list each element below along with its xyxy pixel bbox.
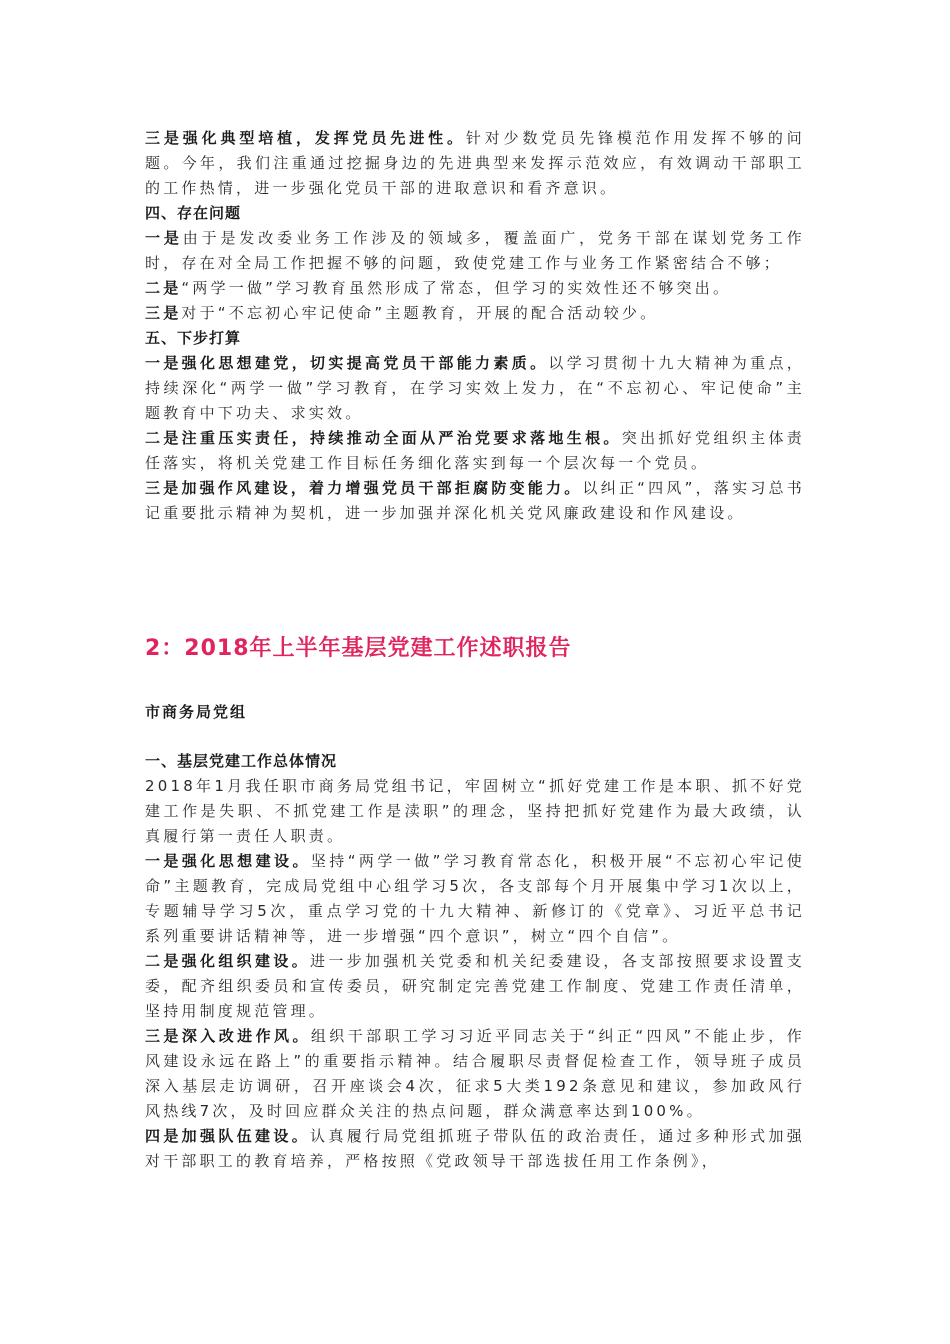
work-item-2	[145, 949, 805, 1024]
work-item-4	[145, 1124, 805, 1174]
work-lead: 二是强化组织建设。	[145, 952, 311, 970]
plan-text: 以纠正“四风”，落实习总书记重要批示精神为契机，进一步加强并深化机关党风廉政建设和作风建设。	[145, 479, 805, 522]
issue-item-1	[145, 226, 805, 276]
issue-text: “两学一做”学习教育虽然形成了常态，但学习的实效性还不够突出。	[181, 279, 732, 297]
work-text: 组织干部职工学习习近平同志关于“纠正“四风”不能止步，作风建设永远在路上”的重要指示精神。结合履职尽责督促检查工作，领导班子成员深入基层走访调研，召开座谈会4次，征求5大类192条意见和建议，参加政风行风热线7次，及时回应群众关注的热点问题，群众满意率达到100%。	[145, 1027, 805, 1120]
plan-lead: 一是强化思想建党，切实提高党员干部能力素质。	[145, 354, 549, 372]
issue-item-2	[145, 276, 805, 301]
paragraph-typical-cultivation	[145, 126, 805, 201]
work-item-1	[145, 849, 805, 949]
plan-lead: 三是加强作风建设，着力增强党员干部拒腐防变能力。	[145, 479, 583, 497]
issue-item-3	[145, 301, 805, 326]
issue-text: 由于是发改委业务工作涉及的领域多，覆盖面广，党务干部在谋划党务工作时，存在对全局工作把握不够的问题，致使党建工作与业务工作紧密结合不够；	[145, 229, 806, 272]
heading-next-steps: 五、下步打算	[145, 329, 242, 347]
work-lead: 三是深入改进作风。	[145, 1027, 311, 1045]
organization-name: 市商务局党组	[145, 703, 248, 721]
issue-lead: 三是	[145, 304, 182, 322]
issue-lead: 二是	[145, 279, 182, 297]
plan-item-3	[145, 476, 805, 526]
intro-paragraph: 2018年1月我任职市商务局党组书记，牢固树立“抓好党建工作是本职、抓不好党建工作是失职、不抓党建工作是渎职”的理念，坚持把抓好党建作为最大政绩，认真履行第一责任人职责。	[145, 777, 805, 845]
paragraph-text: 针对少数党员先锋模范作用发挥不够的问题。今年，我们注重通过挖掘身边的先进典型来发挥示范效应，有效调动干部职工的工作热情，进一步强化党员干部的进取意识和看齐意识。	[145, 129, 806, 197]
work-text: 认真履行局党组抓班子带队伍的政治责任，通过多种形式加强对干部职工的教育培养，严格按照《党政领导干部选拔任用工作条例》，	[145, 1127, 805, 1170]
plan-text: 突出抓好党组织主体责任落实，将机关党建工作目标任务细化落实到每一个层次每一个党员。	[145, 429, 805, 472]
work-lead: 四是加强队伍建设。	[145, 1127, 311, 1145]
issue-lead: 一是	[145, 229, 183, 247]
part1-continuation	[145, 126, 805, 526]
plan-lead: 二是注重压实责任，持续推动全面从严治党要求落地生根。	[145, 429, 622, 447]
work-text: 进一步加强机关党委和机关纪委建设，各支部按照要求设置支委，配齐组织委员和宣传委员，研究制定完善党建工作制度、党建工作责任清单，坚持用制度规范管理。	[145, 952, 805, 1020]
section2-body	[145, 749, 805, 1174]
work-lead: 一是强化思想建设。	[145, 852, 311, 870]
plan-text: 以学习贯彻十九大精神为重点，持续深化“两学一做”学习教育，在学习实效上发力，在“不忘初心、牢记使命”主题教育中下功夫、求实效。	[145, 354, 805, 422]
heading-existing-problems: 四、存在问题	[145, 204, 242, 222]
section-title: 2：2018年上半年基层党建工作述职报告	[145, 636, 572, 661]
paragraph-lead: 三是强化典型培植，发挥党员先进性。	[145, 129, 466, 147]
plan-item-1	[145, 351, 805, 426]
work-item-3	[145, 1024, 805, 1124]
issue-text: 对于“不忘初心牢记使命”主题教育，开展的配合活动较少。	[181, 304, 659, 322]
plan-item-2	[145, 426, 805, 476]
document-page	[145, 0, 805, 1344]
work-text: 坚持“两学一做”学习教育常态化，积极开展“不忘初心牢记使命”主题教育，完成局党组中心组学习5次，各支部每个月开展集中学习1次以上，专题辅导学习5次，重点学习党的十九大精神、新修订的《党章》、习近平总书记系列重要讲话精神等，进一步增强“四个意识”，树立“四个自信”。	[145, 852, 805, 945]
heading-overall-situation: 一、基层党建工作总体情况	[145, 752, 338, 770]
